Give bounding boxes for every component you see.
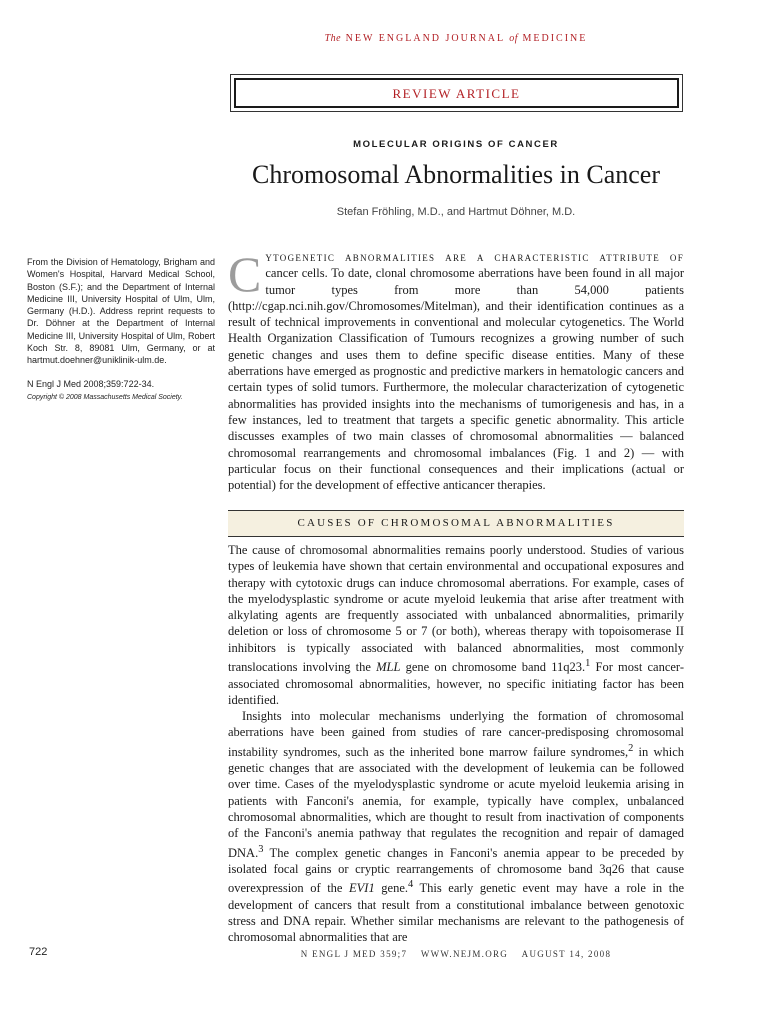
journal-header-name-1: NEW ENGLAND JOURNAL <box>345 33 505 44</box>
reference-marker: 2 <box>628 742 634 754</box>
footer-website: WWW.NEJM.ORG <box>420 949 509 959</box>
sidebar-notes <box>27 256 215 404</box>
article-authors: Stefan Fröhling, M.D., and Hartmut Döhner, M.D. <box>336 206 576 218</box>
journal-header-pre: The <box>324 33 342 44</box>
body-paragraph-1 <box>228 542 684 708</box>
series-title: MOLECULAR ORIGINS OF CANCER <box>353 139 559 150</box>
journal-header-of: of <box>509 33 518 44</box>
lead-text: cancer cells. To date, clonal chromosome aberrations have been found in all major tumor types from more than 54,000 patients (http://cgap.nci.nih.gov/Chromosomes/Mitelman), and their identification continues as a result of technical improvements in conventional and molecular cytogenetics. The World Health Organization Classification of Tumours recognizes a growing number of such genetic changes and uses them to define specific disease entities. Many of these aberrations have emerged as prognostic and predictive markers in hematologic cancers and certain types of solid tumors. Furthermore, the molecular characterization of cytogenetic abnormalities has provided insights into the mechanisms of tumorigenesis and has, in a few instances, led to treatment that targets a specific genetic abnormality. This article discusses examples of two main classes of chromosomal abnormalities — balanced chromosomal rearrangements and chromosomal imbalances (Fig. 1 and 2) — with particular focus on their functional consequences and their implications (actual or potential) for the development of effective anticancer therapies. <box>228 266 684 493</box>
section-heading: CAUSES OF CHROMOSOMAL ABNORMALITIES <box>228 510 684 537</box>
article-title: Chromosomal Abnormalities in Cancer <box>252 160 660 189</box>
p2-text-4: gene. <box>374 881 408 896</box>
lead-paragraph <box>228 246 684 493</box>
journal-header <box>228 33 684 44</box>
reference-marker: 3 <box>258 843 264 855</box>
p2-text-5: This early genetic event may have a role in the development of cancers that result from a constitutional imbalance between genotoxic stress and DNA repair. Whether similar mechanisms are relevant to the pathogenesis of chromosomal abnormalities that are <box>228 881 684 945</box>
reference-marker: 1 <box>585 658 591 670</box>
page-footer <box>228 949 684 959</box>
journal-citation: N Engl J Med 2008;359:722-34. <box>27 378 155 389</box>
p1-text-2: gene on chromosome band 11q23. <box>400 660 586 675</box>
gene-name-mll: MLL <box>376 660 401 675</box>
footer-date: AUGUST 14, 2008 <box>521 949 612 959</box>
author-affiliation: From the Division of Hematology, Brigham and Women's Hospital, Harvard Medical School, Boston (S.F.); and the Department of Internal Medicine III, University Hospital of Ulm, Ulm, Germany (H.D.). Address reprint requests to Dr. Döhner at the Department of Internal Medicine III, University Hospital of Ulm, Robert Koch Str. 8, 89081 Ulm, Germany, or at hartmut.doehner@uniklinik-ulm.de. <box>27 257 215 366</box>
footer-citation: N ENGL J MED 359;7 <box>300 949 408 959</box>
drop-cap: C <box>228 246 262 302</box>
reference-marker: 4 <box>408 879 414 891</box>
p1-text-3: For most cancer-associated chromosomal abnormalities, however, no specific initiating factor has been identified. <box>228 660 685 707</box>
p1-text-1: The cause of chromosomal abnormalities remains poorly understood. Studies of various types of leukemia have shown that certain environmental and occupational exposures and therapy with cytotoxic drugs can induce chromosomal aberrations. For example, cases of the myelodysplastic syndrome or acute myeloid leukemia that arise after treatment with alkylating agents are frequently associated with unbalanced abnormalities, primarily deletion or loss of chromosome 5 or 7 (or both), whereas therapy with topoisomerase II inhibitors is typically associated with balanced abnormalities, most commonly translocations involving the <box>228 543 684 675</box>
article-type-box <box>230 74 683 112</box>
body-text <box>228 542 684 946</box>
article-type-label: REVIEW ARTICLE <box>234 78 679 108</box>
copyright-notice: Copyright © 2008 Massachusetts Medical Society. <box>27 393 183 401</box>
page-number: 722 <box>29 946 48 958</box>
journal-header-name-2: MEDICINE <box>522 33 588 44</box>
p2-text-2: in which genetic changes that are associated with the development of leukemia can be followed over time. Cases of the myelodysplastic syndrome or acute myeloid leukemia arising in patients with Fanconi's anemia, for example, typically have complex, unbalanced chromosomal abnormalities, which are thought to result from inactivation of components of the Fanconi's anemia pathway that regulates the recognition and repair of damaged DNA. <box>228 744 685 860</box>
gene-name-evi1: EVI1 <box>349 881 375 896</box>
lead-small-caps: ytogenetic abnormalities are a characteristic attribute of <box>265 250 684 264</box>
p2-text-1: Insights into molecular mechanisms underlying the formation of chromosomal aberrations have been gained from studies of rare cancer-predisposing chromosomal instability syndromes, such as the inherited bone marrow failure syndromes, <box>228 709 684 759</box>
body-paragraph-2 <box>228 708 684 946</box>
p2-text-3: The complex genetic changes in Fanconi's anemia appear to be preceded by isolated focal gains or cryptic rearrangements of chromosome band 3q26 that cause overexpression of the <box>228 845 684 896</box>
